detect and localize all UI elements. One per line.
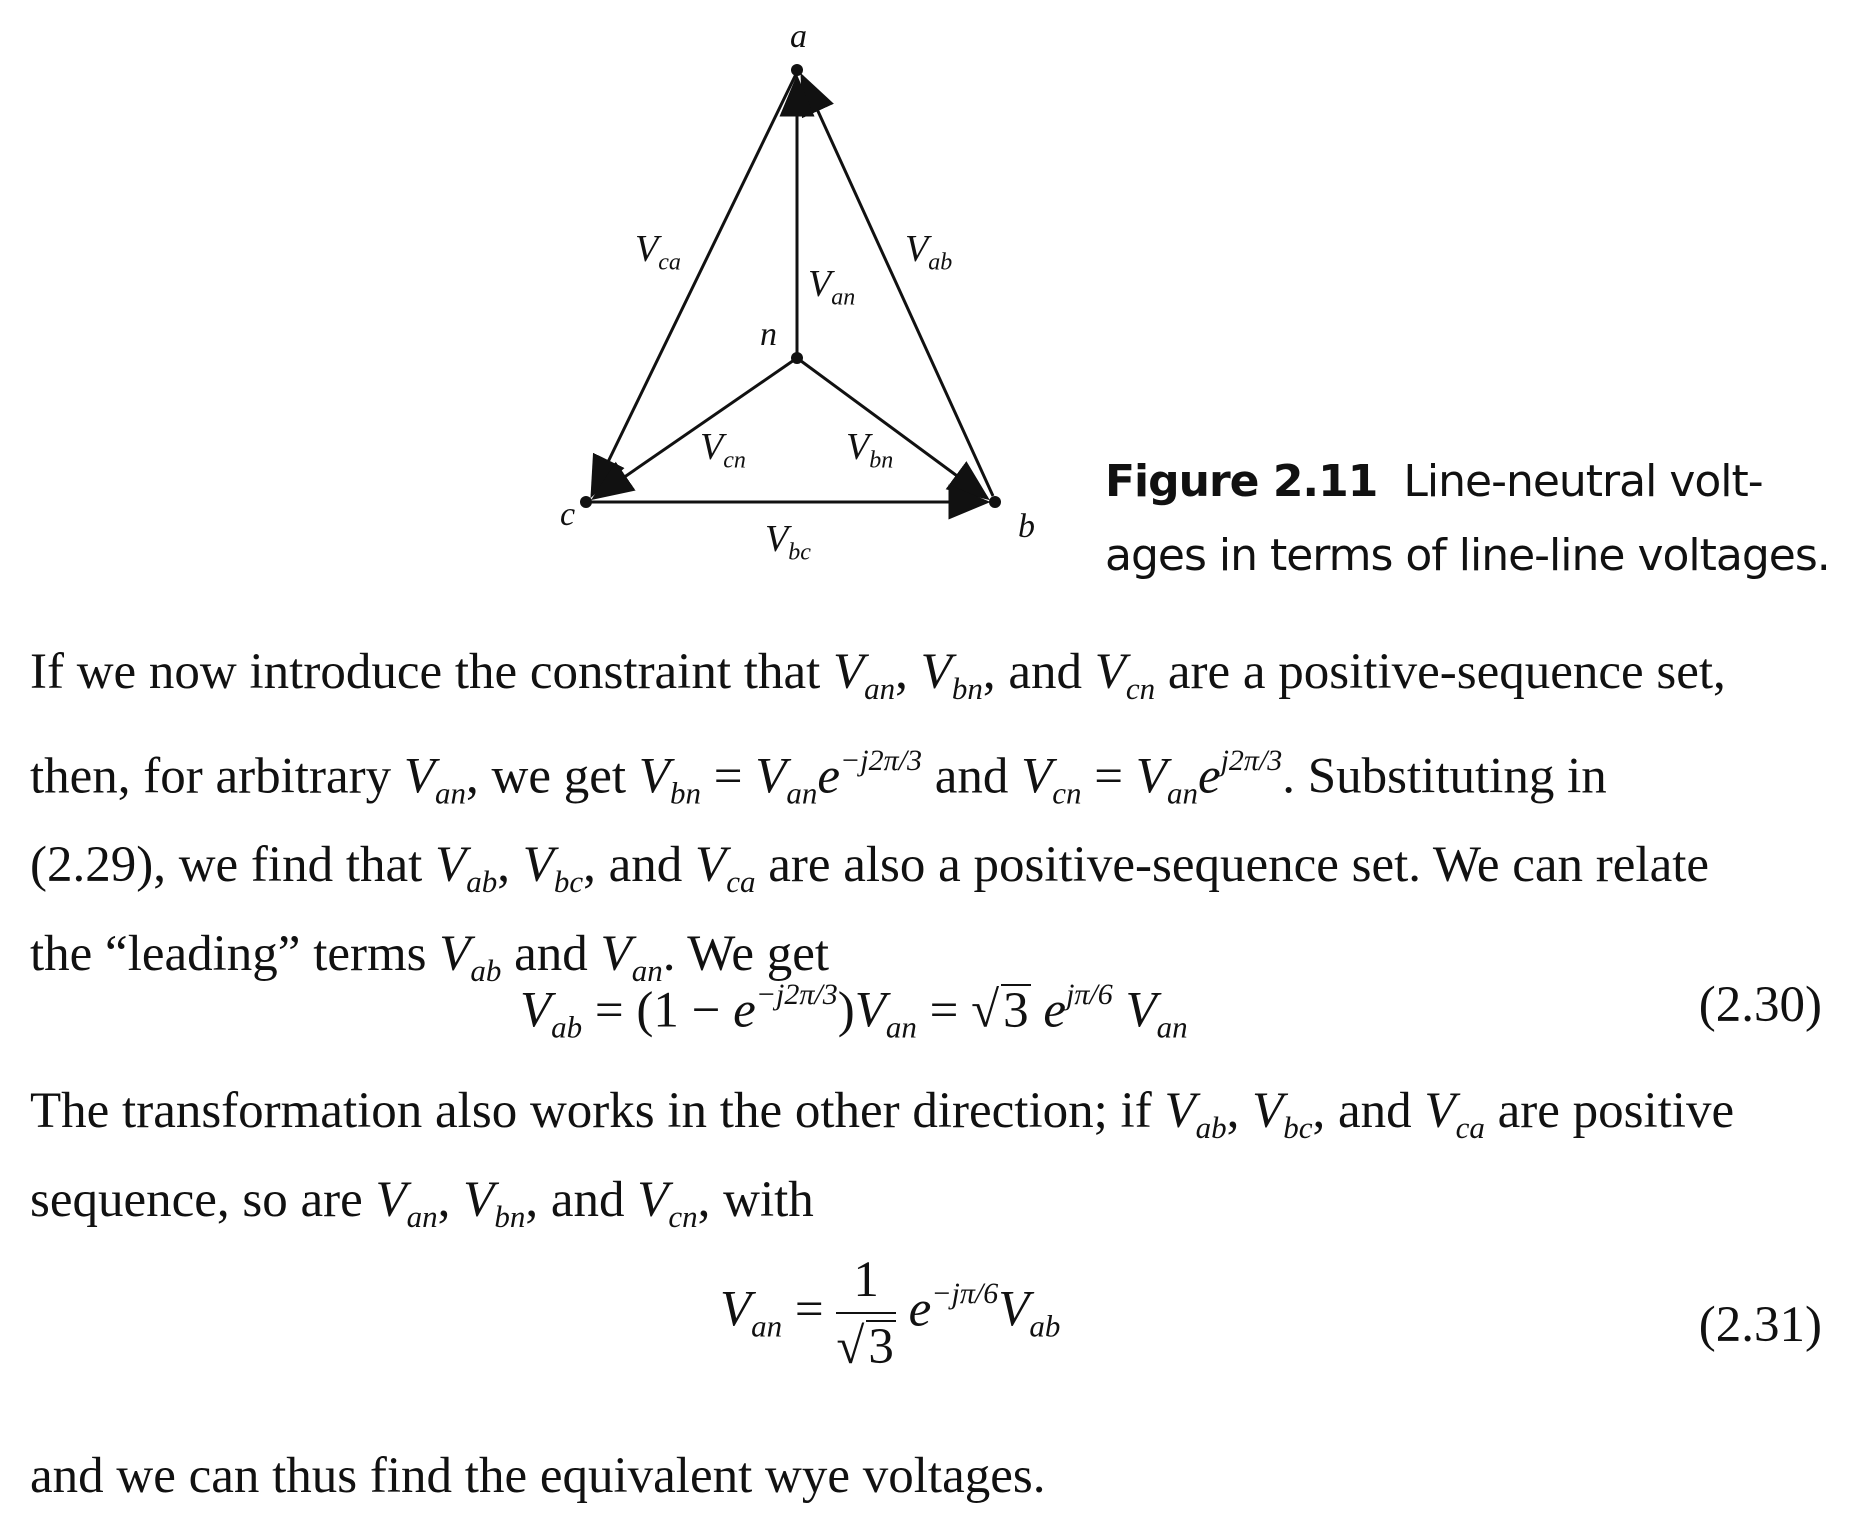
p1-line-1: If we now introduce the constraint that $V_{an}$, $V_{bn}$, and $V_{cn}$ are a positive-sequence set, [30, 644, 1726, 706]
node-b-label: b [1018, 508, 1035, 545]
vbn-label: $V_{bn}$ [846, 426, 894, 474]
van-label: $V_{an}$ [808, 263, 856, 311]
vca-arrow [592, 72, 797, 495]
p1-line-3: (2.29), we find that $V_{ab}$, $V_{bc}$, and $V_{ca}$ are also a positive-sequence set. We can relate [30, 837, 1710, 900]
p2-line-2: sequence, so are $V_{an}$, $V_{bn}$, and $V_{cn}$, with [30, 1171, 814, 1234]
paragraph-conclusion: and we can thus find the equivalent wye voltages. [30, 1448, 1046, 1504]
equation-2-30: $V_{ab} = (1 - e^{-j2\pi/3})V_{an} = √3$ $e^{j\pi/6}$ $V_{an}$ [520, 978, 1188, 1045]
equation-2-30-number: (2.30) [1698, 977, 1822, 1033]
equation-2-31: $V_{an}$ = $\frac{1}{√3}$ $e^{-j\pi/6}V_{ab}$ [720, 1252, 1061, 1375]
node-c-dot [580, 496, 592, 508]
vbc-label: $V_{bc}$ [765, 518, 811, 566]
node-c-label: c [560, 496, 576, 533]
node-n-label: n [760, 316, 777, 353]
caption-line-2: ages in terms of line-line voltages. [1105, 530, 1830, 581]
figure-number: Figure 2.11 [1105, 456, 1378, 507]
paragraph-transformation [30, 1075, 1830, 1253]
figure-2-11-diagram [540, 20, 1060, 580]
fraction: $\frac{1}{√3}$ [836, 1252, 894, 1375]
vab-label: $V_{ab}$ [905, 228, 953, 276]
vca-label: $V_{ca}$ [635, 228, 681, 276]
paragraph-positive-sequence [30, 636, 1830, 1007]
node-b-dot [989, 496, 1001, 508]
p2-line-1: The transformation also works in the other direction; if $V_{ab}$, $V_{bc}$, and $V_{ca}$ are positive [30, 1083, 1735, 1145]
vcn-label: $V_{cn}$ [700, 426, 746, 474]
node-n-dot [791, 352, 803, 364]
node-a-label: a [790, 18, 807, 55]
figure-caption [1105, 445, 1845, 593]
p1-line-4: the “leading” terms $V_{ab}$ and $V_{an}$. We get [30, 926, 830, 988]
node-a-dot [791, 64, 803, 76]
p1-line-2: then, for arbitrary $V_{an}$, we get $V_{bn} = V_{an}e^{-j2\pi/3}$ and $V_{cn} = V_{an}e^{j2\pi/3}$. Substituting in [30, 743, 1607, 811]
caption-line-1: Figure 2.11 Line-neutral volt- [1105, 456, 1763, 507]
triangle-vector-diagram [540, 20, 1060, 580]
equation-2-31-number: (2.31) [1698, 1297, 1822, 1353]
